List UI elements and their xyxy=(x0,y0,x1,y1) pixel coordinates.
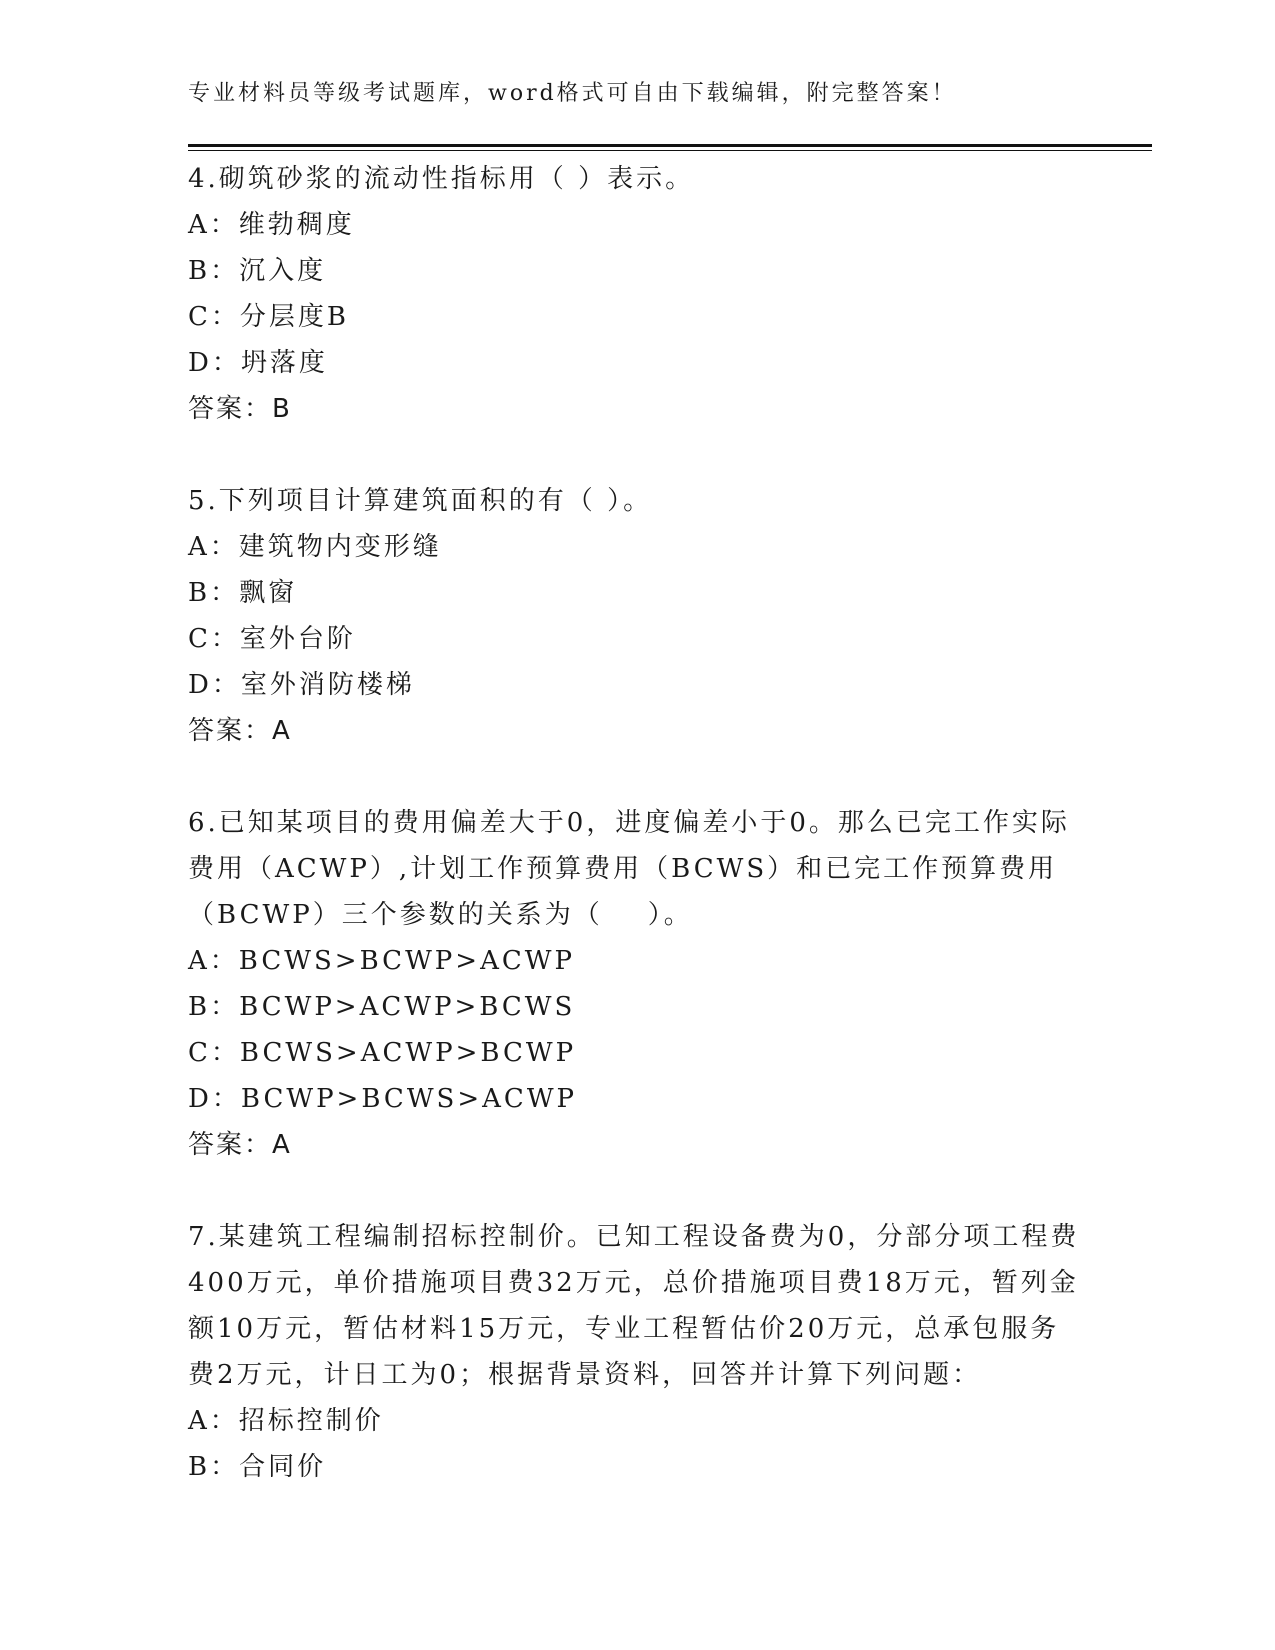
option-a xyxy=(188,1398,1088,1444)
option-c xyxy=(188,616,1088,662)
option-text: 室外台阶 xyxy=(239,624,356,654)
option-a xyxy=(188,202,1088,248)
option-text: 维勃稠度 xyxy=(238,210,355,240)
option-label: D： xyxy=(188,348,241,378)
answer-line: 答案：A xyxy=(188,716,292,746)
question-item xyxy=(188,478,1088,754)
option-label: C： xyxy=(188,624,240,654)
option-c xyxy=(188,1030,1088,1076)
option-a xyxy=(188,524,1088,570)
option-text: 沉入度 xyxy=(239,256,327,286)
option-b xyxy=(188,570,1088,616)
option-label: B： xyxy=(188,256,240,286)
question-stem: 4.砌筑砂浆的流动性指标用（ ）表示。 xyxy=(188,164,695,194)
option-label: A： xyxy=(188,946,239,976)
answer-line: 答案：A xyxy=(188,1130,292,1160)
question-stem: 7.某建筑工程编制招标控制价。已知工程设备费为0，分部分项工程费400万元，单价措施项目费32万元，总价措施项目费18万元，暂列金额10万元，暂估材料15万元，专业工程暂估价20万元，总承包服务费2万元，计日工为0；根据背景资料，回答并计算下列问题： xyxy=(188,1222,1080,1390)
option-label: B： xyxy=(188,992,240,1022)
option-d xyxy=(188,662,1088,708)
option-text: 合同价 xyxy=(239,1452,327,1482)
option-text: 招标控制价 xyxy=(238,1406,384,1436)
option-text: BCWP>ACWP>BCWS xyxy=(239,992,576,1022)
option-text: BCWS>ACWP>BCWP xyxy=(239,1038,577,1068)
option-text: 坍落度 xyxy=(240,348,328,378)
option-a xyxy=(188,938,1088,984)
option-label: C： xyxy=(188,302,240,332)
option-label: A： xyxy=(188,532,239,562)
page-header: 专业材料员等级考试题库，word格式可自由下载编辑，附完整答案！ xyxy=(188,81,957,106)
question-item xyxy=(188,1214,1088,1490)
option-label: B： xyxy=(188,1452,240,1482)
option-text: BCWP>BCWS>ACWP xyxy=(240,1084,578,1114)
option-text: 飘窗 xyxy=(239,578,298,608)
option-label: D： xyxy=(188,670,241,700)
option-label: B： xyxy=(188,578,240,608)
question-stem: 5.下列项目计算建筑面积的有（ ）。 xyxy=(188,486,653,516)
option-c xyxy=(188,294,1088,340)
option-label: A： xyxy=(188,210,239,240)
option-label: D： xyxy=(188,1084,241,1114)
option-d xyxy=(188,1076,1088,1122)
header-rule-thick xyxy=(188,144,1152,147)
header-rule-thin xyxy=(188,150,1152,151)
option-text: 建筑物内变形缝 xyxy=(238,532,442,562)
option-label: A： xyxy=(188,1406,239,1436)
question-list xyxy=(188,156,1088,1536)
option-d xyxy=(188,340,1088,386)
question-item xyxy=(188,800,1088,1168)
option-text: 室外消防楼梯 xyxy=(240,670,415,700)
option-b xyxy=(188,248,1088,294)
answer-line: 答案：B xyxy=(188,394,292,424)
option-text: 分层度B xyxy=(239,302,350,332)
option-label: C： xyxy=(188,1038,240,1068)
question-item xyxy=(188,156,1088,432)
question-stem: 6.已知某项目的费用偏差大于0，进度偏差小于0。那么已完工作实际费用（ACWP）,计划工作预算费用（BCWS）和已完工作预算费用（BCWP）三个参数的关系为（ ）。 xyxy=(188,808,1070,930)
option-b xyxy=(188,1444,1088,1490)
option-text: BCWS>BCWP>ACWP xyxy=(238,946,575,976)
option-b xyxy=(188,984,1088,1030)
